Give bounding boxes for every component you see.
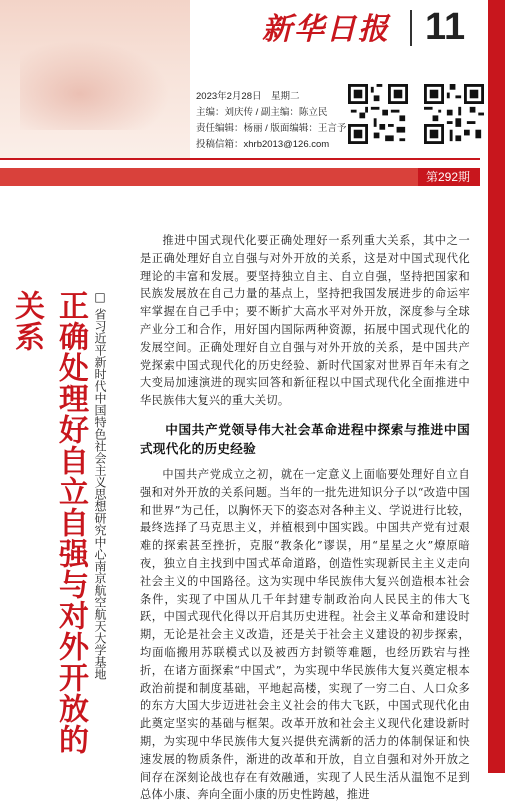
article-title: 正确处理好自立自强与对外开放的关系 xyxy=(9,290,88,755)
newspaper-masthead: 新华日报 xyxy=(262,12,390,47)
intro-paragraph: 推进中国式现代化要正确处理好一系列重大关系，其中之一是正确处理好自立自强与对外开放的关系，这是对中国式现代化理论的丰富和发展。要坚持独立自主、自立自强，坚持把国家和民族发展放在自己力量的基点上，坚持把我国发展进步的命运牢牢掌握在自己手中；要不断扩大高水平对外开放，深度参与全球产业分工和合作，用好国内国际两种资源，拓展中国式现代化的发展空间。正确处理好自立自强与对外开放的关系，是中国共产党探索中国式现代化的历史经验、新时代国家对世界百年未有之大变局加速演进的现实回答和新征程以中国式现代化全面推进中华民族伟大复兴的重大关切。 xyxy=(140,234,470,408)
issue-date: 2023年2月28日 星期二 xyxy=(196,91,300,102)
header-decorative-band xyxy=(0,0,190,160)
masthead-divider xyxy=(410,10,412,46)
qr-code-icon xyxy=(348,84,408,144)
editors-line: 主编：刘庆传 / 副主编：陈立民 xyxy=(196,107,328,118)
right-red-strip xyxy=(488,0,505,773)
qr-code-icon xyxy=(424,84,484,144)
issue-bar xyxy=(0,168,480,186)
section-subheading: 中国共产党领导伟大社会革命进程中探索与推进中国式现代化的历史经验 xyxy=(140,421,470,456)
body-paragraph: 中国共产党成立之初，就在一定意义上面临要处理好自立自强和对外开放的关系问题。当年的一批先进知识分子以“改造中国和世界”为己任，以胸怀天下的姿态对各种主义、学说进行比较，最终选择了马克思主义，并植根到中国实践。中国共产党有过艰难的探索甚至挫折，克服“教条化”谬误，用“星星之火”燎原暗夜，独立自主找到中国式革命道路，创造性实现新民主主义走向社会主义的中国路径。这为实现中华民族伟大复兴创造根本社会条件，实现了中国从几千年封建专制政治向人民民主的伟大飞跃，中国式现代化得以开启其历史进程。社会主义革命和建设时期，无论是社会主义改造，还是关于社会主义建设的初步探索，均面临搬用苏联模式以及被西方封锁等难题，也经历跌宕与挫折，在诸方面探索“中国式”，为实现中华民族伟大复兴奠定根本政治前提和制度基础，平地起高楼，实现了一穷二白、人口众多的东方大国大步迈进社会主义社会的伟大飞跃，中国式现代化由此奠定坚实的基础与框架。改革开放和社会主义现代化建设新时期，为实现中华民族伟大复兴提供充满新的活力的体制保证和快速发展的物质条件，渐进的改革和开放，自立自强和对外开放之间存在深刻论战也存在有效融通，实现了人民生活从温饱不足到总体小康、奔向全面小康的历史性跨越，推进 xyxy=(140,467,470,802)
submission-email: 投稿信箱：xhrb2013@126.com xyxy=(196,139,330,150)
issue-number-label: 第292期 xyxy=(418,168,480,186)
article-body xyxy=(140,232,470,804)
responsible-editors-line: 责任编辑：杨丽 / 版面编辑：王言予 xyxy=(196,123,347,134)
header-rule xyxy=(0,158,480,160)
page-number: 11 xyxy=(425,6,466,48)
article-author: □ 省习近平新时代中国特色社会主义思想研究中心南京航空航天大学基地 xyxy=(93,290,107,680)
page-header xyxy=(0,0,505,160)
